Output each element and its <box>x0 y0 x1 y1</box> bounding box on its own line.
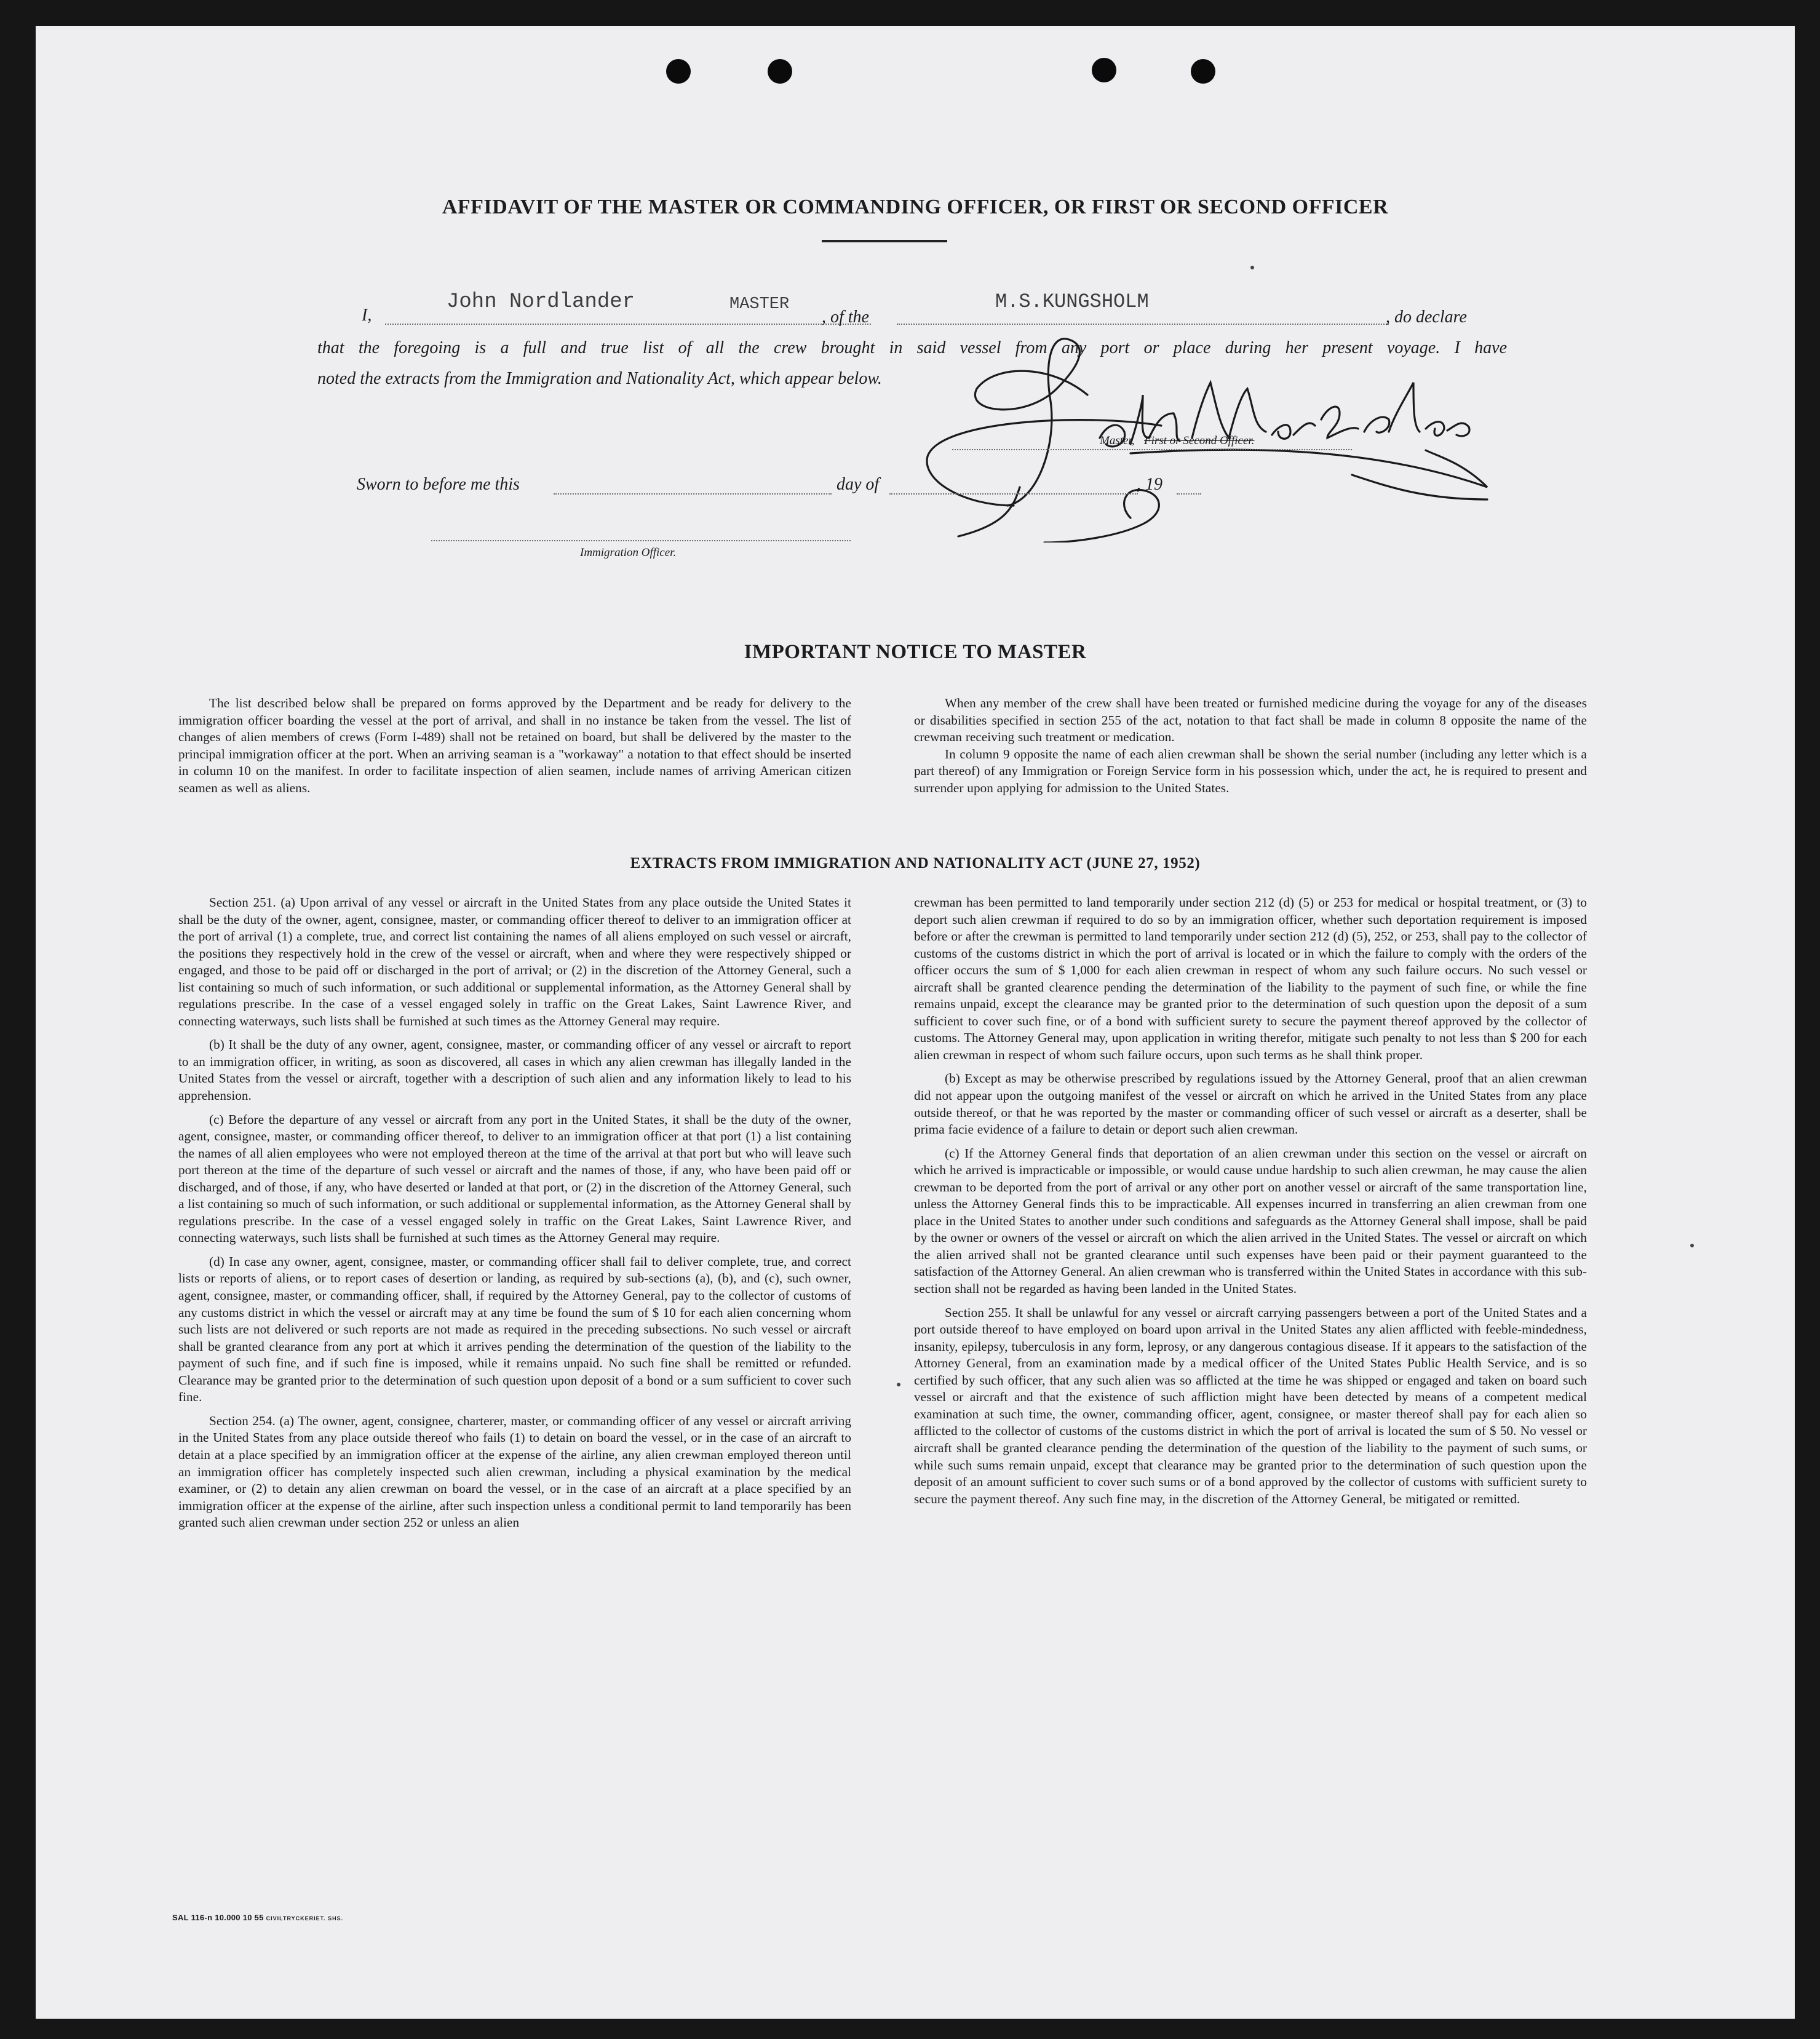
immigration-officer-line <box>431 540 851 541</box>
notice-paragraph: When any member of the crew shall have been treated or furnished medicine during the voyage for any of the diseases or disabilities specified in section 255 of the act, notation to that fact shall be made in column 8 opposite the name of the crewman receiving such treatment or medication. <box>914 696 1587 745</box>
name-field-line <box>385 324 871 325</box>
declarant-prefix: I, <box>362 306 372 325</box>
section-254a-continued: crewman has been permitted to land temporarily under section 212 (d) (5) or 253 for medical or hospital treatment, or (3) to deport such alien crewman if required to do so by an immigration officer, whether such deportation requirement is imposed before or after the crewman is permitted to land temporarily under section 212 (d) (5), 252, or 253, shall pay to the collector of customs of the customs district in which the port of arrival is located or in which the failure to comply with the orders of the officer occurs the sum of $ 1,000 for each alien crewman in respect of whom any such failure occurs. No such vessel or aircraft shall be granted clearence pending the determination of the liability to the payment of such fine, or while the fine remains unpaid, except the clearance may be granted prior to the determination of such question upon the deposit of a sum sufficient to cover such fine, or of a bond with sufficient surety to secure the payment thereof approved by the collector of customs. The Attorney General may, upon application in writing therefor, mitigate such penalty to not less than $ 200 for each alien crewman in respect of whom such failure occurs, upon such terms as he shall think proper. <box>914 895 1587 1062</box>
sworn-day-line <box>554 493 832 495</box>
signature-caption-master: Master, <box>1100 434 1135 447</box>
extracts-right-column <box>914 894 1587 1514</box>
title-divider <box>822 240 947 242</box>
master-name-field: John Nordlander <box>447 290 635 314</box>
section-251d-paragraph: (d) In case any owner, agent, consignee, master, or commanding officer shall fail to deliver complete, true, and correct lists or reports of aliens, or to report cases of desertion or landing, as required by sub-sections (a), (b), and (c), such owner, agent, consignee, master, or commanding officer, shall, if required by the Attorney General, pay to the collector of customs of any customs district in which the vessel or aircraft may at any time be found the sum of $ 10 for each alien concerning whom such lists are not delivered or such reports are not made as required in the preceding subsections. No such vessel or aircraft shall be granted clearance from any port at which it arrives pending the determination of the question of the liability to the payment of such fine, and if such fine is imposed, while it remains unpaid. No such fine shall be remitted or refunded. Clearance may be granted prior to the determination of such question upon deposit of a bond or a sum sufficient to cover such fine. <box>178 1254 851 1405</box>
immigration-officer-caption: Immigration Officer. <box>580 546 677 559</box>
document-page <box>36 26 1795 2019</box>
declaration-line-3: noted the extracts from the Immigration and Nationality Act, which appear below. <box>317 369 882 388</box>
form-code-footer <box>172 1913 343 1922</box>
extracts-left-column <box>178 894 851 1538</box>
extracts-title: EXTRACTS FROM IMMIGRATION AND NATIONALITY ACT (JUNE 27, 1952) <box>630 855 1201 872</box>
affidavit-title: AFFIDAVIT OF THE MASTER OR COMMANDING OFFICER, OR FIRST OR SECOND OFFICER <box>442 196 1389 218</box>
punch-hole <box>1092 58 1116 82</box>
punch-hole <box>666 59 691 84</box>
punch-hole <box>768 59 792 84</box>
year-prefix: , 19 <box>1137 475 1162 494</box>
section-251b-paragraph: (b) It shall be the duty of any owner, agent, consignee, master, or commanding officer of any vessel or aircraft to report to an immigration officer, in writing, as soon as discovered, all cases in which any alien crewman has illegally landed in the United States from the vessel or aircraft, together with a description of such alien and any information likely to lead to his apprehension. <box>178 1037 851 1103</box>
printer-name: CIVILTRYCKERIET. SHS. <box>266 1915 344 1922</box>
section-255-paragraph: Section 255. It shall be unlawful for any vessel or aircraft carrying passengers between a port of the United States and a port outside thereof to have employed on board upon arrival in the United States any alien afflicted with feeble-mindedness, insanity, epilepsy, tuberculosis in any form, leprosy, or any dangerous contagious disease. If it appears to the satisfaction of the Attorney General, from an examination made by a medical officer of the United States Public Health Service, and is so certified by such officer, that any such alien was so afflicted at the time he was shipped or engaged and taken on board such vessel or aircraft and that the existence of such affliction might have been detected by means of a competent medical examination at such time, the owner, commanding officer, agent, consignee, or master thereof shall pay for each alien so afflicted to the collector of customs of the customs district in which the port of arrival is located the sum of $ 50. No vessel or aircraft shall be granted clearance pending the determination of the question of the liability to the payment of such sums, or while such sums remain unpaid, except that clearance may be granted prior to the determination of such question upon the deposit of an amount sufficient to cover such sums or of a bond approved by the collector of customs with sufficient surety to secure the payment thereof. Any such fine may, in the discretion of the Attorney General, be mitigated or remitted. <box>914 1305 1587 1506</box>
master-signature <box>884 321 1500 543</box>
scan-speck <box>1690 1244 1694 1247</box>
of-the-text: , of the <box>822 308 869 327</box>
sworn-text: Sworn to before me this <box>357 475 520 494</box>
section-251c-paragraph: (c) Before the departure of any vessel or aircraft from any port in the United States, it shall be the duty of the owner, agent, consignee, master, or commanding officer thereof, to deliver to an immigration officer at that port (1) a list containing the names of all alien employees who were not employed thereon at the time of the arrival at that port but who will leave such port thereon at the time of the departure of such vessel or aircraft and the names of those, if any, who have been paid off or discharged, and of those, if any, who have deserted or landed at that port, or (2) in the discretion of the Attorney General, such a list containing so much of such information, or such additional or supplemental information, as the Attorney General shall by regulations prescribe. In the case of a vessel engaged solely in traffic on the Great Lakes, Saint Lawrence River, and connecting waterways, such lists shall be furnished at such times as the Attorney General may require. <box>178 1111 851 1246</box>
notice-title: IMPORTANT NOTICE TO MASTER <box>744 641 1087 663</box>
day-of-text: day of <box>836 475 880 494</box>
punch-hole <box>1191 59 1215 84</box>
notice-paragraph: In column 9 opposite the name of each alien crewman shall be shown the serial number (including any letter which is a part thereof) of any Immigration or Foreign Service form in his possession which, under the act, he is required to present and surrender upon applying for admission to the United States. <box>914 746 1587 795</box>
notice-paragraph: The list described below shall be prepared on forms approved by the Department and be ready for delivery to the immigration officer boarding the vessel at the port of arrival, and shall in no instance be taken from the vessel. The list of changes of alien members of crews (Form I-489) shall not be retained on board, but shall be delivered by the master to the principal immigration officer at the port. When an arriving seaman is a "workaway" a notation to that effect should be inserted in column 10 on the manifest. In order to facilitate inspection of alien seamen, include names of arriving American citizen seamen as well as aliens. <box>178 696 851 795</box>
section-251a-paragraph: Section 251. (a) Upon arrival of any vessel or aircraft in the United States from any place outside the United States it shall be the duty of the owner, agent, consignee, master, or commanding officer thereof to deliver to an immigration officer at the port of arrival (1) a complete, true, and correct list containing the names of all aliens employed on such vessel or aircraft, the positions they respectively hold in the crew of the vessel or aircraft, when and where they were respectively shipped or engaged, and those to be paid off or discharged in the port of arrival; or (2) in the discretion of the Attorney General, such a list containing so much of such information, or such additional or supplemental information, as the Attorney General shall by regulations prescribe. In the case of a vessel engaged solely in traffic on the Great Lakes, Saint Lawrence River, and connecting waterways, such lists shall be furnished at such times as the Attorney General may require. <box>178 895 851 1028</box>
declare-text: , do declare <box>1386 308 1467 327</box>
section-254a-paragraph: Section 254. (a) The owner, agent, consignee, charterer, master, or commanding officer of any vessel or aircraft arriving in the United States from any place outside thereof who fails (1) to detain on board the vessel, or in the case of an aircraft to detain at a place specified by an immigration officer at the expense of the airline, any alien crewman employed thereon until an immigration officer has completely inspected such alien crewman, including a physical examination by the medical examiner, or (2) to detain any alien crewman on board the vessel, or in the case of an aircraft at a place specified by an immigration officer at the expense of the airline, after such inspection unless a conditional permit to land temporarily has been granted such alien crewman under section 252 or unless an alien <box>178 1413 851 1530</box>
rank-field: MASTER <box>729 295 790 314</box>
signature-caption-officer: First or Second Officer. <box>1144 434 1255 447</box>
year-line <box>1177 493 1201 495</box>
sworn-month-line <box>889 493 1138 495</box>
signature-line <box>952 449 1352 450</box>
declaration-line-2: that the foregoing is a full and true list of all the crew brought in said vessel from any port or place during her present voyage. I have <box>317 338 1507 357</box>
section-254b-paragraph: (b) Except as may be otherwise prescribed by regulations issued by the Attorney General, proof that an alien crewman did not appear upon the outgoing manifest of the vessel or aircraft on which he arrived in the United States from any place outside thereof, or that he was reported by the master or commanding officer of such vessel or aircraft as a deserter, shall be prima facie evidence of a failure to detain or deport such alien crewman. <box>914 1071 1587 1137</box>
section-254c-paragraph: (c) If the Attorney General finds that deportation of an alien crewman under this section on the vessel or aircraft on which he arrived is impracticable or impossible, or would cause undue hardship to such alien crewman, he may cause the alien crewman to be deported from the port of arrival or any other port on another vessel or aircraft of the same transportation line, unless the Attorney General finds this to be impracticable. All expenses incurred in transferring an alien crewman from one place in the United States to another under such conditions and safeguards as the Attorney General shall impose, shall be paid by the owner or owners of the vessel or aircraft on which the alien arrived in the United States. The vessel or aircraft on which the alien arrived shall not be granted clearance until such expenses have been paid or their payment guaranteed to the satisfaction of the Attorney General. An alien crewman who is transferred within the United States in accordance with this sub-section shall not be regarded as having been landed in the United States. <box>914 1145 1587 1297</box>
scan-speck <box>1250 266 1254 269</box>
notice-left-column <box>178 695 851 803</box>
scan-speck <box>897 1383 900 1386</box>
notice-right-column <box>914 695 1587 803</box>
form-code: SAL 116-n 10.000 10 55 <box>172 1913 264 1922</box>
vessel-name-field: M.S.KUNGSHOLM <box>995 290 1149 313</box>
